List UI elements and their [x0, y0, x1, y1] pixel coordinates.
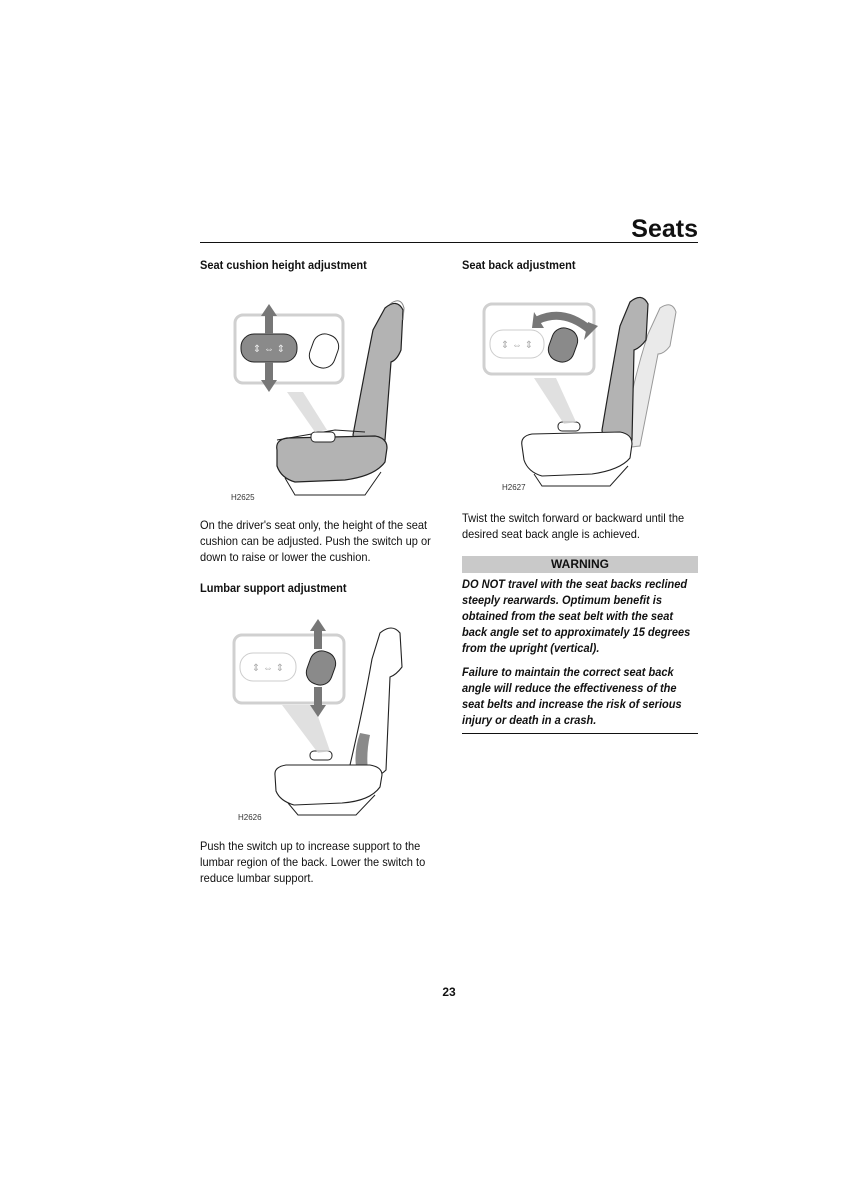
seat-back-text: Twist the switch forward or backward until the desired seat back angle is achieved.	[462, 511, 685, 541]
svg-text:⇕ ⇔ ⇕: ⇕ ⇔ ⇕	[252, 344, 286, 355]
svg-text:⇕ ⇔ ⇕: ⇕ ⇔ ⇕	[500, 340, 534, 351]
warning-paragraph-1: DO NOT travel with the seat backs reclined steeply rearwards. Optimum benefit is obtained from the seat belt with the seat back angle set to approximately 15 degrees from the upright (vertical).	[462, 577, 691, 655]
cushion-height-text: On the driver's seat only, the height of the seat cushion can be adjusted. Push the switch up or down to raise or lower the cushion.	[200, 518, 431, 564]
warning-paragraph-2: Failure to maintain the correct seat back angle will reduce the effectiveness of the seat belts and increase the risk of serious injury or death in a crash.	[462, 665, 682, 727]
figure-seat-back	[480, 290, 698, 498]
section-heading-seat-back: Seat back adjustment	[462, 258, 576, 272]
figure-code-h2627: H2627	[502, 483, 526, 492]
lumbar-text: Push the switch up to increase support to the lumbar region of the back. Lower the switch to reduce lumbar support.	[200, 839, 426, 885]
svg-text:⇕ ⇔ ⇕: ⇕ ⇔ ⇕	[251, 663, 285, 674]
warning-rule	[462, 733, 698, 734]
page-title: Seats	[631, 215, 698, 243]
section-heading-cushion-height: Seat cushion height adjustment	[200, 258, 367, 272]
page-number: 23	[442, 985, 456, 999]
figure-code-h2625: H2625	[231, 493, 255, 502]
figure-lumbar-support	[230, 615, 440, 825]
figure-code-h2626: H2626	[238, 813, 262, 822]
figure-seat-cushion-height	[225, 290, 440, 505]
warning-label: WARNING	[462, 556, 698, 573]
section-heading-lumbar: Lumbar support adjustment	[200, 581, 347, 595]
title-rule	[200, 242, 698, 243]
